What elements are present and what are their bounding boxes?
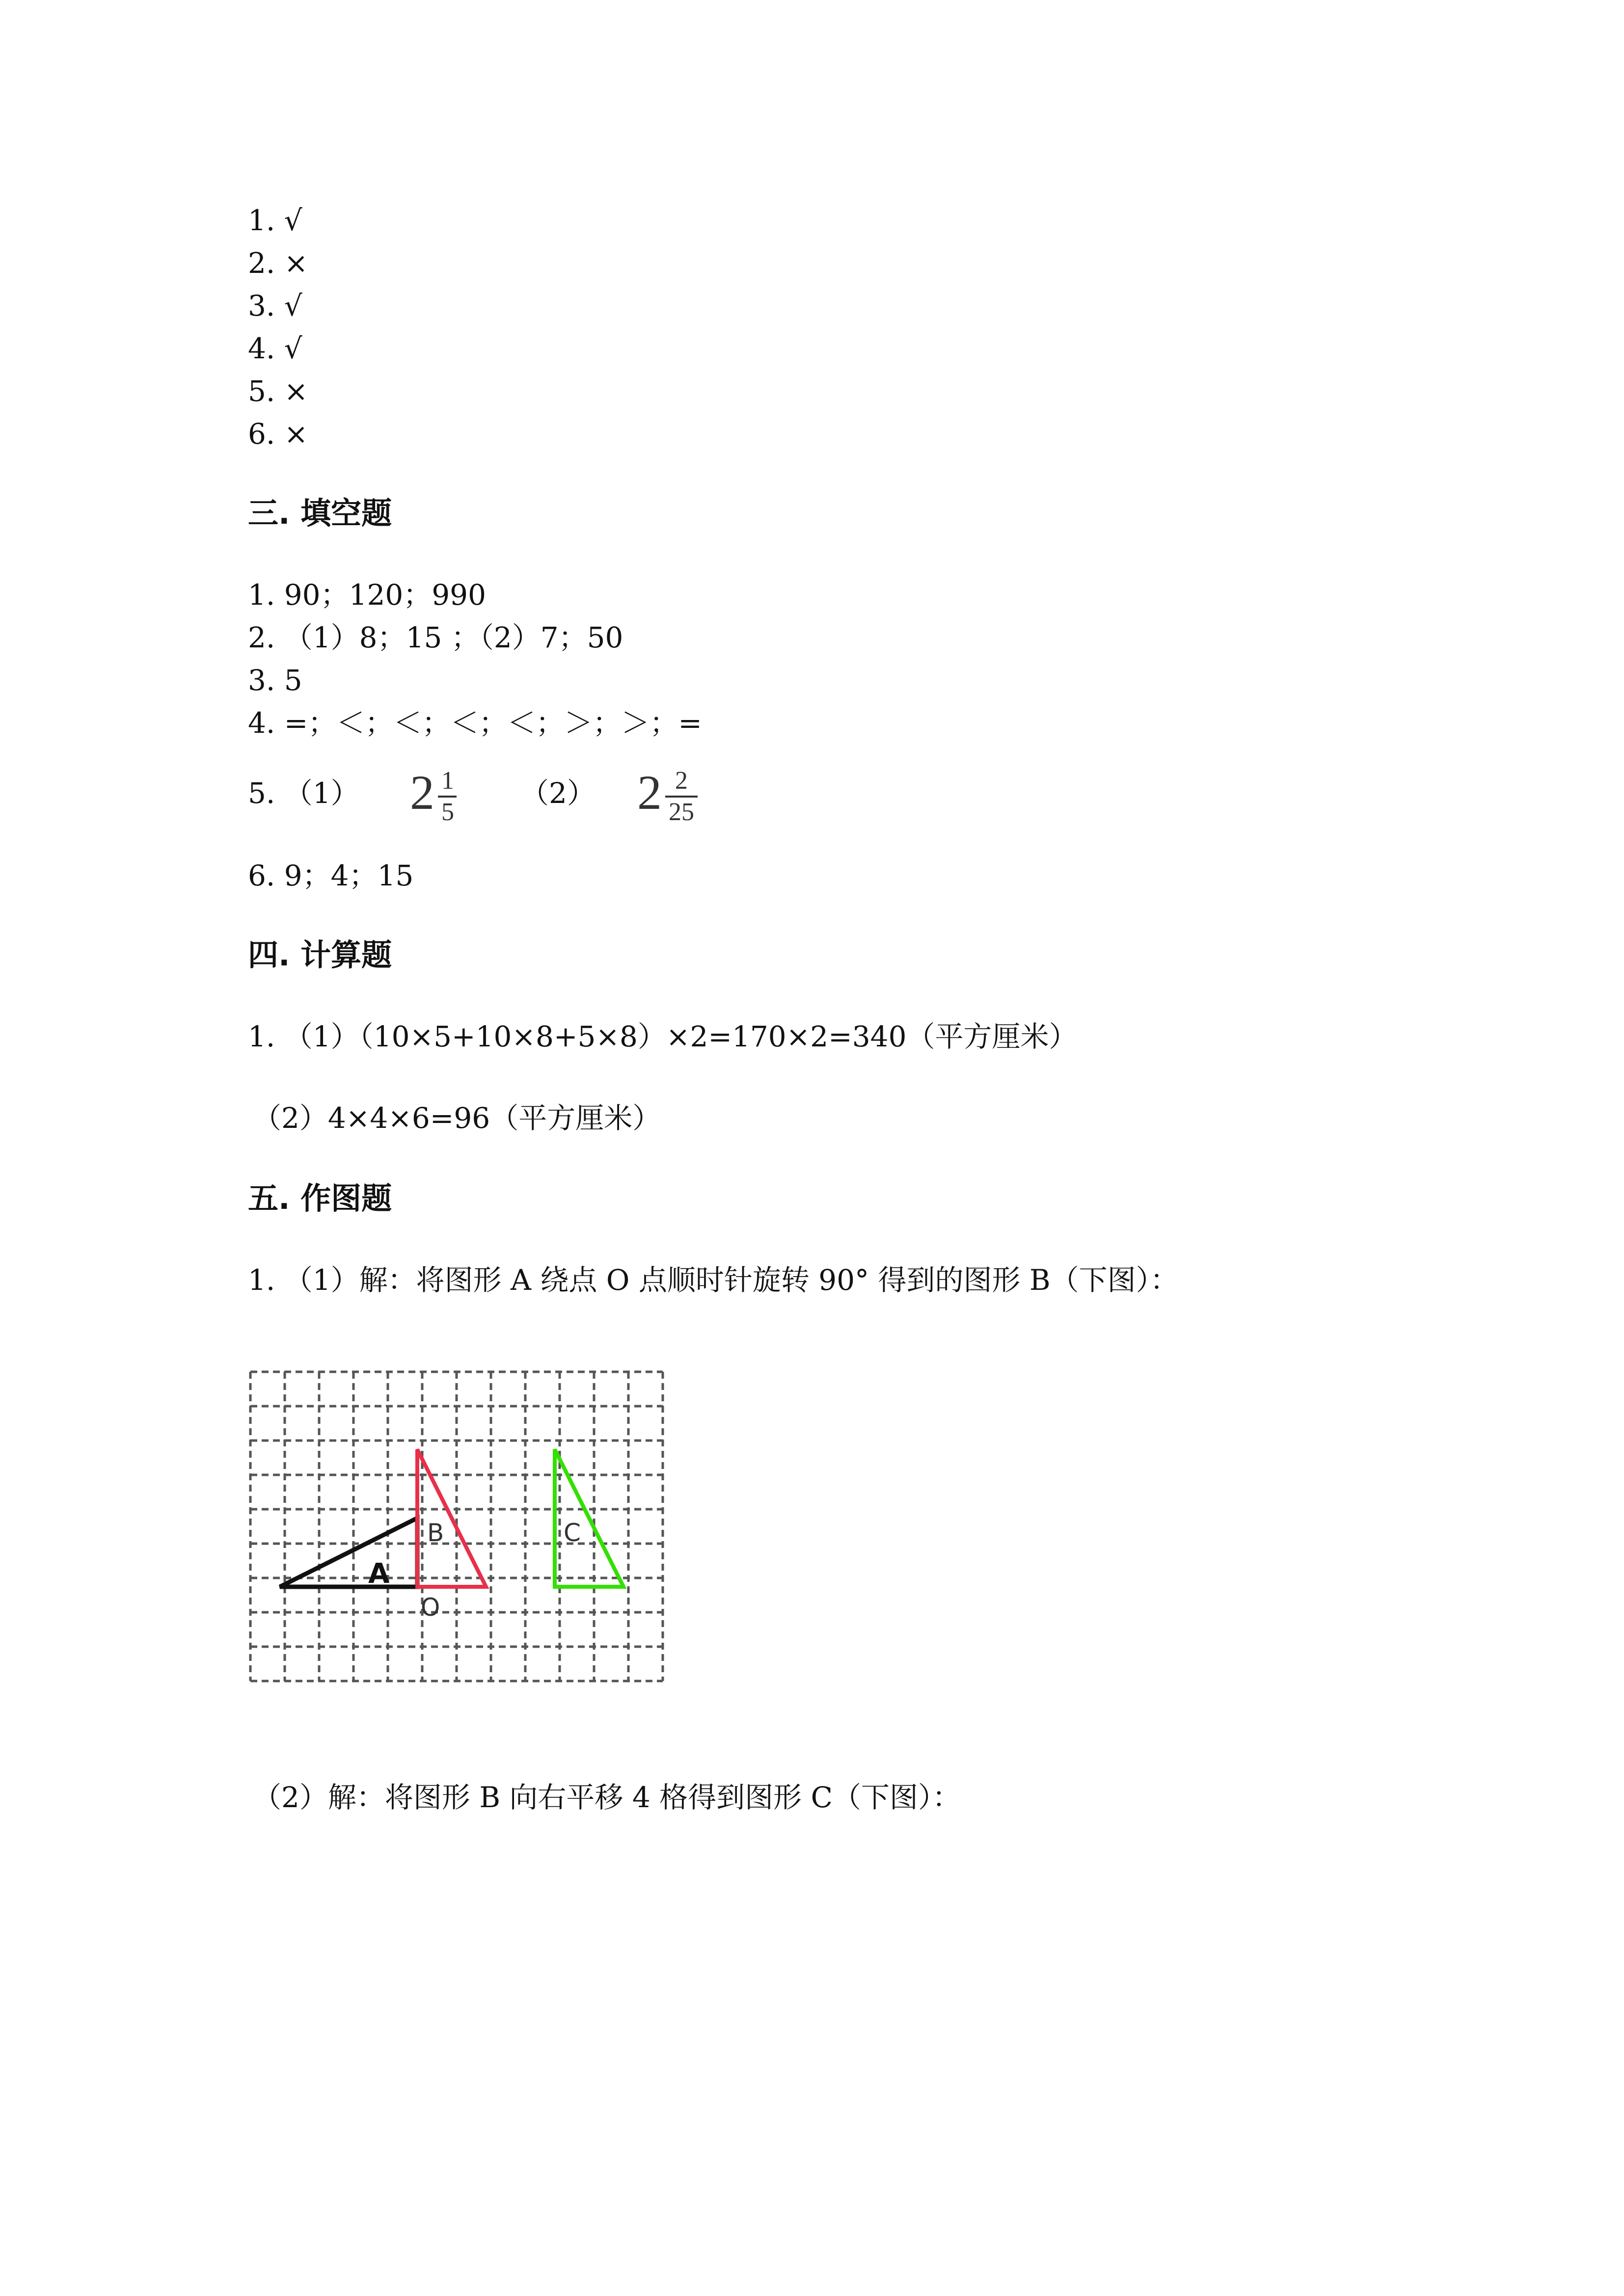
shape-a-triangle (280, 1518, 417, 1587)
fill-answer-5-part2: （2） (520, 776, 595, 810)
mixed-fraction-1-numerator: 1 (441, 767, 454, 795)
label-b: B (427, 1519, 444, 1547)
judge-answer-6: 6. × (248, 417, 308, 451)
mixed-fraction-2-whole: 2 (637, 765, 662, 820)
judge-answer-3: 3. √ (248, 289, 302, 322)
shape-c-triangle (555, 1449, 623, 1587)
shape-b-triangle (417, 1449, 486, 1587)
grid-figure (248, 1369, 670, 1688)
mixed-fraction-2 (637, 765, 711, 837)
fill-answer-2: 2. （1）8；15 ；（2）7；50 (248, 621, 623, 654)
judge-answer-1: 1. √ (248, 204, 302, 237)
fill-answer-4: 4. =；＜；＜；＜；＜；＞；＞；= (248, 706, 702, 740)
drawing-answer-1-part2: （2）解：将图形 B 向右平移 4 格得到图形 C（下图）： (253, 1781, 961, 1814)
judge-answer-2: 2. × (248, 246, 308, 280)
mixed-fraction-1-denominator: 5 (441, 798, 454, 826)
fill-answer-6: 6. 9；4；15 (248, 859, 414, 892)
label-c: C (564, 1519, 581, 1547)
label-o: O (421, 1593, 440, 1622)
section-5-heading: 五. 作图题 (248, 1180, 392, 1216)
judge-answer-5: 5. × (248, 374, 308, 408)
mixed-fraction-1-whole: 2 (410, 765, 434, 820)
drawing-answer-1-part1: 1. （1）解：将图形 A 绕点 O 点顺时针旋转 90° 得到的图形 B（下图）： (248, 1263, 1179, 1297)
calc-answer-1-part2: （2）4×4×6=96（平方厘米） (253, 1101, 661, 1135)
calc-answer-1-part1: 1. （1）（10×5+10×8+5×8）×2=170×2=340（平方厘米） (248, 1020, 1078, 1053)
mixed-fraction-1 (410, 765, 464, 837)
fill-answer-1: 1. 90；120；990 (248, 578, 486, 612)
fill-answer-3: 3. 5 (248, 664, 302, 697)
mixed-fraction-1-bar (438, 796, 457, 798)
judge-answer-4: 4. √ (248, 332, 302, 365)
mixed-fraction-2-numerator: 2 (675, 767, 688, 795)
section-3-heading: 三. 填空题 (248, 495, 392, 531)
section-4-heading: 四. 计算题 (248, 937, 392, 973)
mixed-fraction-2-bar (665, 796, 698, 798)
label-a: A (368, 1558, 390, 1590)
fill-answer-5-prefix: 5. （1） (248, 776, 359, 810)
mixed-fraction-2-denominator: 25 (669, 798, 694, 826)
